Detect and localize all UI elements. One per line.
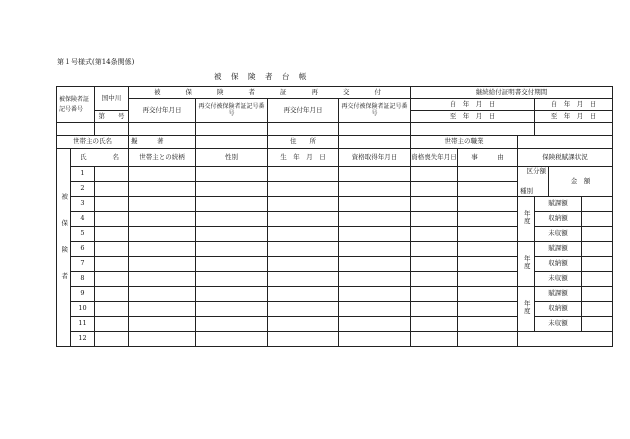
insured-side-label: 被保険者 bbox=[57, 149, 71, 347]
row-number: 10 bbox=[71, 302, 95, 317]
name-cell[interactable] bbox=[95, 227, 129, 242]
household-head-name-label: 世帯主の氏名 bbox=[57, 136, 129, 149]
row-number: 7 bbox=[71, 257, 95, 272]
col-birth: 生 年 月 日 bbox=[268, 149, 339, 167]
row-number: 9 bbox=[71, 287, 95, 302]
row-number: 3 bbox=[71, 197, 95, 212]
name-cell[interactable] bbox=[95, 197, 129, 212]
tax-status-label: 保険税賦課状況 bbox=[518, 149, 613, 167]
tax-item: 未収額 bbox=[535, 227, 582, 242]
tax-item: 未収額 bbox=[535, 272, 582, 287]
name-cell[interactable] bbox=[95, 272, 129, 287]
tax-item: 未収額 bbox=[535, 317, 582, 332]
year-label-1: 年度 bbox=[518, 197, 535, 242]
col-acquire: 資格取得年月日 bbox=[339, 149, 411, 167]
cert-to-2: 至 年 月 日 bbox=[535, 111, 613, 123]
reissue-number-2: 再交付被保険者証記号番号 bbox=[339, 99, 411, 123]
insured-ledger-table bbox=[56, 86, 613, 347]
row-number: 2 bbox=[71, 182, 95, 197]
cert-from-1: 自 年 月 日 bbox=[411, 99, 535, 111]
name-cell[interactable] bbox=[95, 332, 129, 347]
ledger-title: 被 保 険 者 台 帳 bbox=[214, 72, 308, 81]
dai-go-label: 第 号 bbox=[95, 111, 129, 123]
row-number: 12 bbox=[71, 332, 95, 347]
name-cell[interactable] bbox=[95, 182, 129, 197]
occupation-label: 世帯主の職業 bbox=[411, 136, 518, 149]
tax-item: 賦課額 bbox=[535, 197, 582, 212]
name-cell[interactable] bbox=[95, 242, 129, 257]
reissue-date-1: 再交付年月日 bbox=[129, 99, 196, 123]
tax-item: 賦課額 bbox=[535, 287, 582, 302]
year-label-2: 年度 bbox=[518, 242, 535, 287]
address-label: 住 所 bbox=[268, 136, 339, 149]
row-number: 4 bbox=[71, 212, 95, 227]
reissue-group-label: 被 保 険 者 証 再 交 付 bbox=[129, 87, 411, 99]
col-reason: 事 由 bbox=[458, 149, 518, 167]
col-lose: 資格喪失年月日 bbox=[411, 149, 458, 167]
amount-header: 金 額 bbox=[549, 167, 613, 197]
category-kind-header: 区分額 種別 bbox=[518, 167, 549, 197]
cert-from-2: 自 年 月 日 bbox=[535, 99, 613, 111]
cert-period-label: 継続給付証明書交付期間 bbox=[411, 87, 613, 99]
tax-item: 収納額 bbox=[535, 212, 582, 227]
name-cell[interactable] bbox=[95, 167, 129, 182]
form-number: 第１号様式(第14条関係) bbox=[57, 58, 135, 66]
insured-number-label: 被保険者証記号番号 bbox=[57, 87, 95, 123]
name-cell[interactable] bbox=[95, 257, 129, 272]
name-cell[interactable] bbox=[95, 317, 129, 332]
row-number: 8 bbox=[71, 272, 95, 287]
col-relation: 世帯主との続柄 bbox=[129, 149, 196, 167]
name-cell[interactable] bbox=[95, 287, 129, 302]
tax-item: 賦課額 bbox=[535, 242, 582, 257]
col-name: 氏 名 bbox=[71, 149, 129, 167]
tax-item: 収納額 bbox=[535, 302, 582, 317]
name-cell[interactable] bbox=[95, 212, 129, 227]
kunichu-label: 国中川 bbox=[95, 87, 129, 111]
row-number: 5 bbox=[71, 227, 95, 242]
reissue-number-1: 再交付被保険者証記号番号 bbox=[196, 99, 268, 123]
row-number: 11 bbox=[71, 317, 95, 332]
year-label-3: 年度 bbox=[518, 287, 535, 332]
tax-item: 収納額 bbox=[535, 257, 582, 272]
seal-label: 擬 著 bbox=[129, 136, 196, 149]
row-number: 1 bbox=[71, 167, 95, 182]
row-number: 6 bbox=[71, 242, 95, 257]
cert-to-1: 至 年 月 日 bbox=[411, 111, 535, 123]
col-sex: 性別 bbox=[196, 149, 268, 167]
name-cell[interactable] bbox=[95, 302, 129, 317]
reissue-date-2: 再交付年月日 bbox=[268, 99, 339, 123]
